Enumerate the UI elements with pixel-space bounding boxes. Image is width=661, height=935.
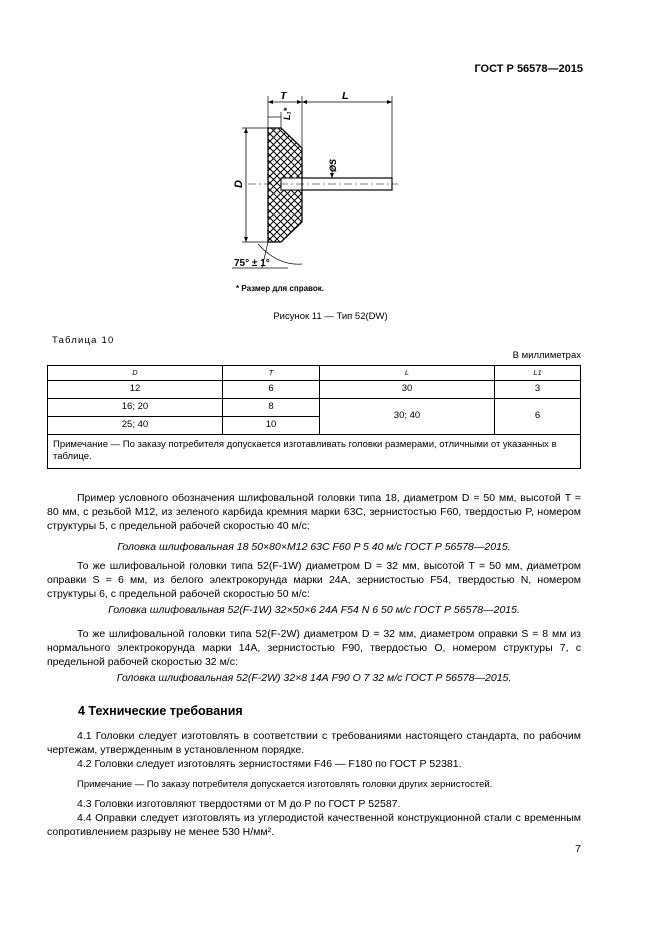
- example-1-text: Пример условного обозначения шлифовальной головки типа 18, диаметром D = 50 мм, высотой T = 80 мм, с резьбой M12, из зеленого карбида кремния марки 63С, зернистостью F60, твердостью P, номером структуры 5, с предельной рабочей скоростью 40 м/с:: [47, 492, 581, 532]
- table-cell: 30: [320, 381, 495, 399]
- col-t-header: T: [222, 366, 319, 381]
- table-cell: 6: [494, 399, 580, 435]
- table-label: Таблица 10: [52, 335, 115, 346]
- figure-caption: Рисунок 11 — Тип 52(DW): [273, 311, 388, 322]
- example-3-designation: Головка шлифовальная 52(F-2W) 32×8 14А F90 O 7 32 м/с ГОСТ Р 56578—2015.: [116, 672, 512, 684]
- col-l1-header: L1: [494, 366, 580, 381]
- col-l-header: L: [320, 366, 495, 381]
- table-units: В миллиметрах: [512, 350, 581, 361]
- page-header-standard: ГОСТ Р 56578—2015: [474, 63, 583, 75]
- example-2-designation: Головка шлифовальная 52(F-1W) 32×50×6 24А F54 N 6 50 м/с ГОСТ Р 56578—2015.: [108, 604, 520, 616]
- dim-d-label: D: [233, 180, 245, 188]
- example-2-text: То же шлифовальной головки типа 52(F-1W) диаметром D = 32 мм, высотой T = 50 мм, диаметром оправки S = 6 мм, из белого электрокорунда марки 24А, зернистостью F54, твердостью N, номером структуры 6, с предельной рабочей скоростью 50 м/с:: [47, 560, 581, 600]
- example-2: [47, 560, 581, 602]
- example-1: [47, 492, 581, 534]
- table-note-row: [48, 435, 581, 469]
- table-cell: 12: [48, 381, 223, 399]
- example-3-text: То же шлифовальной головки типа 52(F-2W) диаметром D = 32 мм, диаметром оправки S = 8 мм из нормального электрокорунда марки 14А, зернистостью F90, твердостью O, номером структуры 7, с предельной рабочей скоростью 32 м/с:: [47, 628, 581, 668]
- table-row: [48, 381, 581, 399]
- section-note: Примечание — По заказу потребителя допускается изготовлять головки других зернистостей.: [77, 778, 493, 790]
- table-cell: 6: [222, 381, 319, 399]
- table-cell: 3: [494, 381, 580, 399]
- clause-4-2: 4.2 Головки следует изготовлять зернистостями F46 — F180 по ГОСТ Р 52381.: [77, 757, 462, 770]
- table-cell: 10: [222, 417, 319, 435]
- table-row: [48, 399, 581, 417]
- table-cell: 30; 40: [320, 399, 495, 435]
- page-number: 7: [575, 843, 581, 855]
- angle-label: 75° ± 1°: [234, 258, 270, 269]
- table-header-row: [48, 366, 581, 381]
- figure-footnote: * Размер для справок.: [236, 284, 324, 293]
- table-cell: 25; 40: [48, 417, 223, 435]
- section-title: 4 Технические требования: [78, 704, 243, 718]
- col-d-header: D: [48, 366, 223, 381]
- clause-4-4: 4.4 Оправки следует изготовлять из углеродистой качественной конструкционной стали с временным сопротивлением разрыву не менее 530 Н/мм².: [47, 812, 581, 839]
- dim-s-label: ØS: [328, 158, 338, 172]
- grinding-head-drawing: [228, 92, 408, 282]
- clause-4-3: 4.3 Головки изготовляют твердостями от M до P по ГОСТ Р 52587.: [77, 798, 401, 811]
- example-1-designation: Головка шлифовальная 18 50×80×M12 63С F60 P 5 40 м/с ГОСТ Р 56578—2015.: [117, 541, 511, 553]
- dim-l1-label: L₁*: [282, 107, 292, 120]
- dim-t-label: T: [280, 92, 287, 102]
- table-cell: 16; 20: [48, 399, 223, 417]
- dim-l-label: L: [342, 92, 349, 102]
- table-note: Примечание — По заказу потребителя допускается изготавливать головки размерами, отличными от указанных в таблице.: [48, 435, 581, 469]
- table-cell: 8: [222, 399, 319, 417]
- section-body: [47, 730, 581, 840]
- dimensions-table: [47, 365, 581, 469]
- example-3: [47, 628, 581, 670]
- clause-4-1: 4.1 Головки следует изготовлять в соответствии с требованиями настоящего стандарта, по рабочим чертежам, утвержденным в установленном порядке.: [47, 730, 581, 756]
